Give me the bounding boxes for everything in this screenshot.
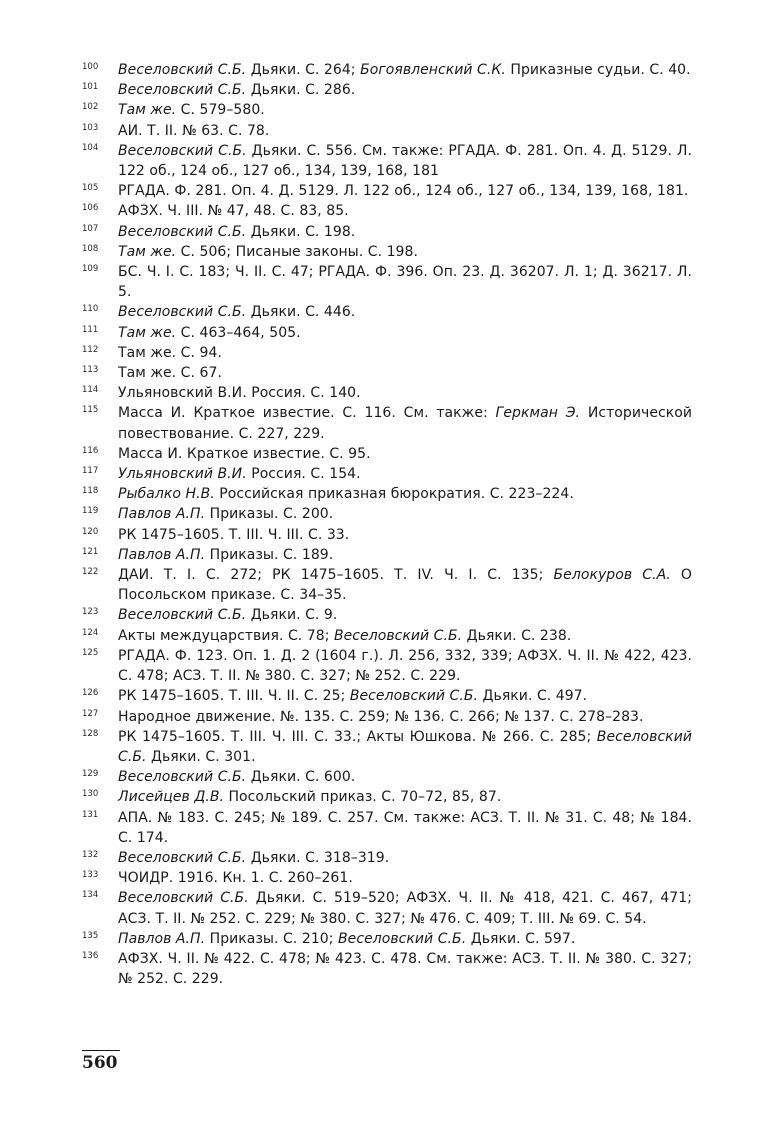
footnote-number: 122: [82, 567, 99, 578]
footnote: [82, 100, 692, 120]
citation-text: ДАИ. Т. I. С. 272; РК 1475–1605. Т. IV. Ч. I. С. 135;: [118, 567, 554, 584]
footnote: [82, 363, 692, 383]
footnote-text: [118, 545, 692, 565]
footnote: [82, 605, 692, 625]
citation-text: РК 1475–1605. Т. III. Ч. III. С. 33.: [118, 526, 350, 543]
author-name: Лисейцев Д.В.: [118, 789, 224, 806]
footnote-number: 113: [82, 365, 99, 376]
footnote-text: [118, 383, 692, 403]
footnote-text: [118, 403, 692, 443]
footnote-number: 123: [82, 607, 99, 618]
author-name: Белокуров С.А.: [553, 567, 671, 584]
footnote-number: 121: [82, 546, 99, 557]
footnote-text: [118, 141, 692, 181]
citation-text: РГАДА. Ф. 123. Оп. 1. Д. 2 (1604 г.). Л. 256, 332, 339; АФЗХ. Ч. II. № 422, 423. С. 478; АСЗ. Т. II. № 380. С. 327; № 252. С. 229.: [118, 647, 692, 685]
author-name: Геркман Э.: [495, 405, 581, 422]
footnote-text: [118, 707, 692, 727]
footnote: [82, 403, 692, 443]
footnote-number: 132: [82, 849, 99, 860]
footnote-text: [118, 302, 692, 322]
footnote-number: 103: [82, 122, 99, 133]
citation-text: О Посольском приказе. С. 34–35.: [118, 567, 692, 604]
citation-text: Приказные судьи. С. 40.: [505, 62, 691, 78]
footnote-number: 118: [82, 486, 99, 497]
footnote: [82, 222, 692, 242]
footnote-number: 126: [82, 688, 99, 699]
footnote-text: [118, 626, 692, 646]
citation-text: Там же. С. 67.: [118, 365, 222, 382]
citation-text: Российская приказная бюрократия. С. 223–224.: [214, 486, 574, 503]
author-name: Веселовский С.Б.: [118, 223, 247, 240]
author-name: Веселовский С.Б.: [118, 82, 247, 99]
footnote: [82, 808, 692, 848]
footnote-number: 111: [82, 324, 99, 335]
footnote: [82, 868, 692, 888]
footnote-number: 115: [82, 405, 99, 416]
footnote-number: 100: [82, 62, 99, 72]
footnote-text: [118, 444, 692, 464]
author-name: Веселовский С.Б.: [118, 304, 247, 321]
footnote-number: 125: [82, 647, 99, 658]
footnote-text: [118, 787, 692, 807]
footnote-text: [118, 605, 692, 625]
footnote: [82, 80, 692, 100]
footnote: [82, 141, 692, 181]
author-name: Веселовский С.Б.: [118, 769, 247, 786]
footnote-text: [118, 100, 692, 120]
citation-text: С. 463–464, 505.: [176, 324, 301, 341]
footnote: [82, 929, 692, 949]
footnote-number: 120: [82, 526, 99, 537]
footnote-text: [118, 767, 692, 787]
footnote: [82, 949, 692, 989]
page-number: 560: [82, 1053, 118, 1073]
citation-text: БС. Ч. I. С. 183; Ч. II. С. 47; РГАДА. Ф. 396. Оп. 23. Д. 36207. Л. 1; Д. 36217. Л. 5.: [118, 264, 692, 301]
footnote-text: [118, 464, 692, 484]
citation-text: Дьяки. С. 497.: [478, 688, 588, 705]
footnote-number: 108: [82, 243, 99, 254]
footnote: [82, 545, 692, 565]
footnote-text: [118, 121, 692, 141]
footnote: [82, 504, 692, 524]
citation-text: Дьяки. С. 556. См. также: РГАДА. Ф. 281. Оп. 4. Д. 5129. Л. 122 об., 124 об., 127 об., 134, 139, 168, 181: [118, 142, 692, 180]
author-name: Веселовский С.Б.: [118, 607, 247, 624]
footnote-text: [118, 222, 692, 242]
footnote: [82, 323, 692, 343]
citation-text: Ульяновский В.И. Россия. С. 140.: [118, 385, 361, 402]
author-name: Там же.: [118, 243, 177, 260]
footnote: [82, 787, 692, 807]
footnote: [82, 262, 692, 302]
footnote: [82, 707, 692, 727]
footnote: [82, 201, 692, 221]
footnote-number: 101: [82, 82, 99, 93]
author-name: Веселовский С.Б.: [338, 930, 467, 947]
footnote: [82, 181, 692, 201]
footnote: [82, 383, 692, 403]
footnote-number: 106: [82, 203, 99, 214]
citation-text: Дьяки. С. 264;: [246, 62, 361, 78]
footnote-text: [118, 343, 692, 363]
footnote-text: [118, 727, 692, 767]
author-name: Рыбалко Н.В.: [118, 486, 215, 503]
footnote-number: 114: [82, 385, 99, 396]
footnote-number: 104: [82, 142, 99, 153]
footnote-text: [118, 60, 692, 80]
footnote-text: [118, 565, 692, 605]
footnote-number: 135: [82, 930, 99, 941]
footnote: [82, 848, 692, 868]
footnote-text: [118, 686, 692, 706]
citation-text: Посольский приказ. С. 70–72, 85, 87.: [223, 789, 502, 806]
footnote: [82, 444, 692, 464]
footnote-text: [118, 181, 692, 201]
footnote-text: [118, 808, 692, 848]
citation-text: РГАДА. Ф. 281. Оп. 4. Д. 5129. Л. 122 об., 124 об., 127 об., 134, 139, 168, 181.: [118, 183, 689, 200]
citation-text: Дьяки. С. 286.: [246, 82, 356, 99]
citation-text: Приказы. С. 189.: [205, 546, 334, 563]
footnote-number: 129: [82, 769, 99, 780]
author-name: Ульяновский В.И.: [118, 466, 247, 483]
author-name: Веселовский С.Б.: [118, 849, 247, 866]
footnote-number: 105: [82, 183, 99, 194]
citation-text: РК 1475–1605. Т. III. Ч. II. С. 25;: [118, 688, 350, 705]
footnote-text: [118, 929, 692, 949]
author-name: Павлов А.П.: [118, 506, 206, 523]
footnote: [82, 727, 692, 767]
author-name: Там же.: [118, 324, 177, 341]
footnote: [82, 484, 692, 504]
footnote-text: [118, 848, 692, 868]
citation-text: Россия. С. 154.: [246, 466, 361, 483]
footnote-text: [118, 525, 692, 545]
footnote-text: [118, 323, 692, 343]
author-name: Веселовский С.Б.: [333, 627, 463, 644]
footnote-text: [118, 80, 692, 100]
citation-text: Масса И. Краткое известие. С. 116. См. также:: [118, 405, 496, 422]
footnote-number: 116: [82, 445, 99, 456]
citation-text: Акты междуцарствия. С. 78;: [118, 627, 334, 644]
footnote-text: [118, 868, 692, 888]
citation-text: Приказы. С. 210;: [205, 930, 339, 947]
citation-text: Дьяки. С. 519–520; АФЗХ. Ч. II. № 418, 421. С. 467, 471; АСЗ. Т. II. № 252. С. 229; № 380. С. 327; № 476. С. 409; Т. III. № 69. С. 54.: [118, 890, 692, 927]
footnote-number: 112: [82, 344, 99, 355]
citation-text: Приказы. С. 200.: [205, 506, 334, 523]
citation-text: РК 1475–1605. Т. III. Ч. III. С. 33.; Акты Юшкова. № 266. С. 285;: [118, 728, 597, 745]
footnote-number: 133: [82, 870, 99, 881]
footnote-number: 107: [82, 223, 99, 234]
footnote: [82, 767, 692, 787]
footnote-number: 117: [82, 466, 99, 477]
citation-text: АФЗХ. Ч. II. № 422. С. 478; № 423. С. 478. См. также: АСЗ. Т. II. № 380. С. 327; № 252. С. 229.: [118, 950, 692, 988]
footnote: [82, 525, 692, 545]
author-name: Веселовский С.Б.: [118, 728, 692, 765]
footnote-number: 136: [82, 950, 99, 961]
footnote-number: 124: [82, 627, 99, 638]
author-name: Павлов А.П.: [118, 546, 206, 563]
footnote: [82, 565, 692, 605]
author-name: Павлов А.П.: [118, 930, 206, 947]
citation-text: Народное движение. №. 135. С. 259; № 136. С. 266; № 137. С. 278–283.: [118, 708, 644, 725]
footnote-text: [118, 242, 692, 262]
citation-text: Дьяки. С. 9.: [246, 607, 338, 624]
citation-text: Там же. С. 94.: [118, 344, 222, 361]
footnote: [82, 121, 692, 141]
citation-text: Дьяки. С. 198.: [246, 223, 356, 240]
citation-text: Дьяки. С. 600.: [246, 769, 356, 786]
footnote-number: 130: [82, 789, 99, 800]
citation-text: Дьяки. С. 301.: [146, 748, 256, 765]
citation-text: С. 579–580.: [176, 102, 265, 119]
footnote: [82, 646, 692, 686]
footnote-number: 110: [82, 304, 99, 315]
footnote: [82, 60, 692, 80]
footnote-text: [118, 262, 692, 302]
citation-text: ЧОИДР. 1916. Кн. 1. С. 260–261.: [118, 870, 353, 887]
footnote-number: 127: [82, 708, 99, 719]
footnote-number: 102: [82, 102, 99, 113]
footnote: [82, 888, 692, 928]
citation-text: Дьяки. С. 446.: [246, 304, 356, 321]
footnote-number: 109: [82, 264, 99, 275]
citation-text: АПА. № 183. С. 245; № 189. С. 257. См. также: АСЗ. Т. II. № 31. С. 48; № 184. С. 174.: [118, 809, 692, 846]
author-name: Веселовский С.Б.: [118, 890, 249, 907]
footnote: [82, 464, 692, 484]
citation-text: Дьяки. С. 318–319.: [246, 849, 390, 866]
footnote-text: [118, 949, 692, 989]
author-name: Там же.: [118, 102, 177, 119]
footnote: [82, 343, 692, 363]
citation-text: АФЗХ. Ч. III. № 47, 48. С. 83, 85.: [118, 203, 349, 220]
page-number-rule: [82, 1050, 120, 1051]
footnote-number: 134: [82, 890, 99, 901]
footnote: [82, 626, 692, 646]
author-name: Веселовский С.Б.: [118, 142, 247, 159]
footnote-number: 128: [82, 728, 99, 739]
footnote: [82, 242, 692, 262]
footnote: [82, 302, 692, 322]
footnotes-list: [82, 60, 692, 989]
citation-text: АИ. Т. II. № 63. С. 78.: [118, 122, 270, 139]
footnote-number: 119: [82, 506, 99, 517]
citation-text: Масса И. Краткое известие. С. 95.: [118, 445, 371, 462]
footnote-text: [118, 484, 692, 504]
footnote-number: 131: [82, 809, 99, 820]
citation-text: Дьяки. С. 238.: [462, 627, 572, 644]
author-name: Веселовский С.Б.: [349, 688, 479, 705]
citation-text: Исторической повествование. С. 227, 229.: [118, 405, 692, 442]
author-name: Веселовский С.Б.: [118, 62, 247, 78]
footnote-text: [118, 504, 692, 524]
footnote-text: [118, 888, 692, 928]
footnote-text: [118, 201, 692, 221]
author-name: Богоявленский С.К.: [360, 62, 506, 78]
footnote-text: [118, 363, 692, 383]
citation-text: С. 506; Писаные законы. С. 198.: [176, 243, 418, 260]
footnote-text: [118, 646, 692, 686]
footnote: [82, 686, 692, 706]
citation-text: Дьяки. С. 597.: [466, 930, 576, 947]
